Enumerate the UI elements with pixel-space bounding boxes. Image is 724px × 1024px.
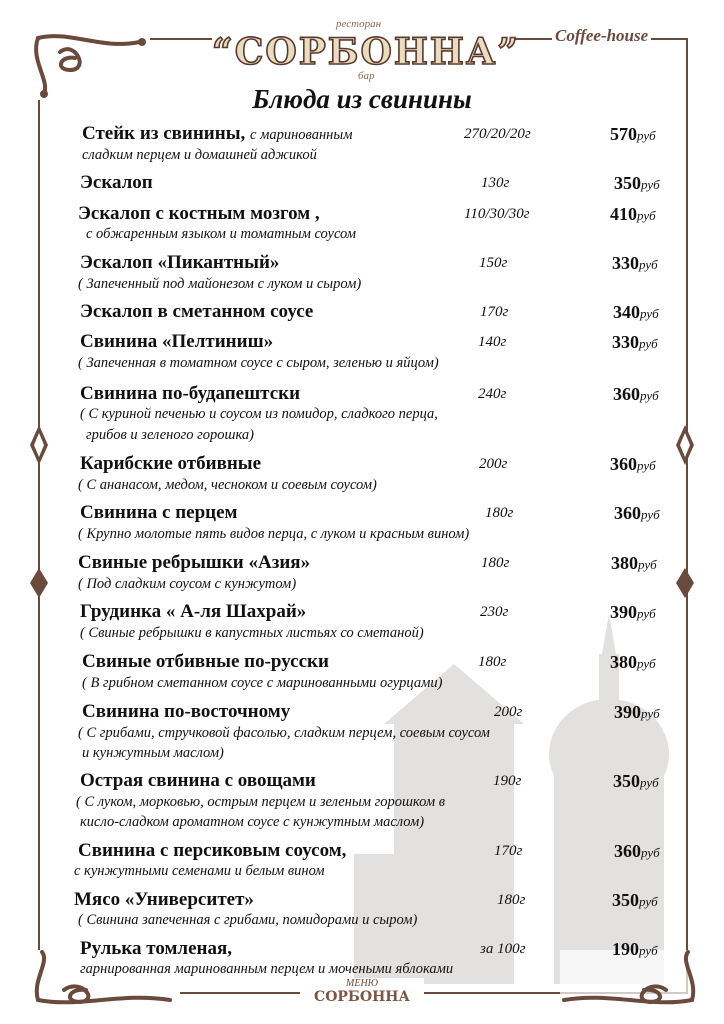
menu-item-name: Свиные ребрышки «Азия» (78, 552, 311, 573)
menu-item-desc: ( С грибами, стручковой фасолью, сладким перцем, соевым соусом (78, 725, 490, 741)
menu-item-name: Эскалоп (80, 172, 153, 193)
menu-item-price: 350руб (612, 890, 658, 910)
menu-item-desc: ( С луком, морковью, острым перцем и зеленым горошком в (76, 794, 446, 810)
menu-item-name: Свинина по-будапештски (80, 383, 301, 404)
logo-bottom-text: бар (358, 70, 375, 82)
menu-item-weight: 180г (478, 654, 507, 670)
menu-item-price: 350руб (614, 173, 660, 193)
menu-item-desc: ( Крупно молотые пять видов перца, с луком и красным вином) (78, 526, 470, 542)
menu-item-desc: ( Запеченная в томатном соусе с сыром, зеленью и яйцом) (78, 355, 439, 371)
menu-item-desc: ( Запеченный под майонезом с луком и сыром) (78, 276, 362, 292)
footer-logo (300, 978, 424, 1005)
menu-item-desc: с обжаренным языком и томатным соусом (86, 226, 356, 242)
menu-item-price: 360руб (614, 841, 660, 861)
logo-main-text: “СОРБОННА” (212, 31, 520, 73)
menu-item-price: 380руб (611, 553, 657, 573)
menu-item-name: Острая свинина с овощами (80, 770, 316, 791)
menu-item-desc: ( Под сладким соусом с кунжутом) (78, 576, 297, 592)
side-ornament-right-icon (674, 425, 696, 465)
menu-item-weight: 270/20/20г (464, 126, 531, 142)
menu-item-weight: за 100г (480, 941, 526, 957)
menu-item-price: 340руб (613, 302, 659, 322)
menu-item-weight: 240г (478, 386, 507, 402)
footer-logo-small: МЕНЮ (346, 978, 378, 989)
menu-item-name: Свинина «Пелтиниш» (80, 331, 274, 352)
menu-item-weight: 130г (481, 175, 510, 191)
side-ornament-left-lower-icon (28, 568, 50, 598)
menu-item-weight: 170г (494, 843, 523, 859)
menu-item-name: Стейк из свинины, с маринованным (82, 123, 353, 144)
menu-item-name: Рулька томленая, (80, 938, 232, 959)
side-ornament-right-lower-icon (674, 568, 696, 598)
side-ornament-left-icon (28, 425, 50, 465)
menu-item-desc-line2: кисло-сладком ароматном соусе с кунжутным маслом) (80, 814, 425, 830)
menu-item-price: 410руб (610, 204, 656, 224)
menu-item-weight: 180г (481, 555, 510, 571)
menu-item-weight: 150г (479, 255, 508, 271)
menu-item-desc: с кунжутными семенами и белым вином (74, 863, 325, 879)
menu-item-weight: 170г (480, 304, 509, 320)
menu-item-weight: 180г (497, 892, 526, 908)
menu-item-price: 330руб (612, 253, 658, 273)
menu-item-weight: 230г (480, 604, 509, 620)
menu-item-price: 570руб (610, 124, 656, 144)
menu-item-weight: 110/30/30г (464, 206, 530, 222)
menu-item-price: 390руб (610, 602, 656, 622)
logo-top-text: ресторан (336, 18, 382, 30)
menu-item-desc-line2: грибов и зеленого горошка) (86, 427, 254, 443)
menu-item-name: Свинина по-восточному (82, 701, 291, 722)
menu-item-price: 390руб (614, 702, 660, 722)
menu-item-weight: 200г (479, 456, 508, 472)
menu-item-name: Свинина с перцем (80, 502, 238, 523)
page-title: Блюда из свинины (252, 84, 472, 114)
menu-item-desc: ( В грибном сметанном соусе с маринованными огурцами) (82, 675, 443, 691)
menu-item-name: Свинина с персиковым соусом, (78, 840, 347, 861)
menu-item-price: 330руб (612, 332, 658, 352)
menu-item-price: 190руб (612, 939, 658, 959)
menu-item-desc: ( С ананасом, медом, чесноком и соевым соусом) (78, 477, 377, 493)
menu-item-desc: гарнированная маринованным перцем и мочеными яблоками (80, 961, 454, 977)
menu-item-desc: ( Свиные ребрышки в капустных листьях со сметаной) (80, 625, 424, 641)
menu-item-price: 360руб (613, 384, 659, 404)
menu-item-weight: 180г (485, 505, 514, 521)
menu-item-price: 360руб (610, 454, 656, 474)
menu-item-price: 360руб (614, 503, 660, 523)
menu-item-weight: 140г (478, 334, 507, 350)
menu-item-name: Свиные отбивные по-русски (82, 651, 329, 672)
menu-item-price: 380руб (610, 652, 656, 672)
menu-item-desc: ( С куриной печенью и соусом из помидор, сладкого перца, (80, 406, 438, 422)
menu-item-inline-desc: с маринованным (250, 127, 353, 143)
footer-logo-main: СОРБОННА (314, 989, 410, 1005)
menu-item-weight: 200г (494, 704, 523, 720)
menu-item-desc-line2: и кунжутным маслом) (82, 745, 224, 761)
menu-item-name: Мясо «Университет» (74, 889, 254, 910)
menu-item-name: Карибские отбивные (80, 453, 262, 474)
menu-item-weight: 190г (493, 773, 522, 789)
menu-item-name: Эскалоп «Пикантный» (80, 252, 280, 273)
menu-item-desc: ( Свинина запеченная с грибами, помидорами и сыром) (78, 912, 418, 928)
menu-item-name: Эскалоп с костным мозгом , (78, 203, 320, 224)
menu-item-price: 350руб (613, 771, 659, 791)
restaurant-logo (212, 14, 520, 86)
menu-item-name: Эскалоп в сметанном соусе (80, 301, 314, 322)
menu-item-name: Грудинка « А-ля Шахрай» (80, 601, 307, 622)
menu-item-desc: сладким перцем и домашней аджикой (82, 147, 317, 163)
coffee-house-label: Coffee-house (552, 26, 651, 46)
